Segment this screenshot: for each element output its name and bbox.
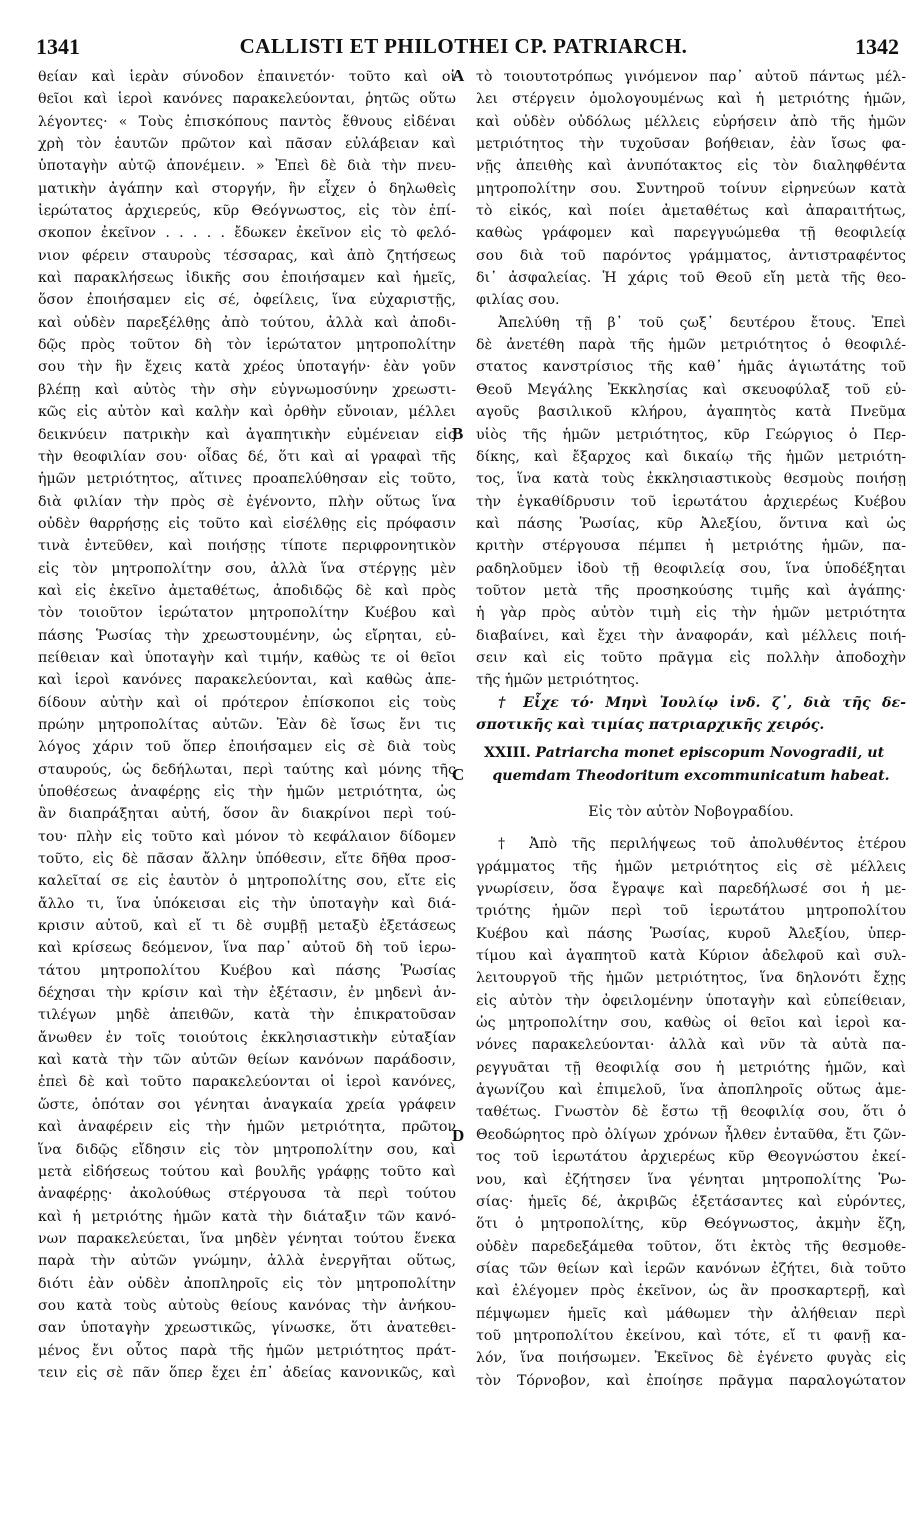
- section-title-line1: Patriarcha monet episcopum Novogradii, ut: [535, 745, 885, 762]
- signature-note: [476, 692, 906, 737]
- text-line: καὶ οὐδὲν οὐδόλως μέλλεις εὑρήσειν ἀπὸ τῆς ἡμῶν: [476, 113, 906, 130]
- text-line: δῷς πρὸς τοῦτον δὴ τὸν ἱερώτατον μητροπολίτην: [38, 337, 456, 354]
- text-line: γράμματος τῆς ἡμῶν μετριότητος εἰς σὲ μέλλεις: [476, 858, 906, 875]
- text-line: ἀγωνίζου καὶ ἐπιμελοῦ, ἵνα ἀποπληροῖς οὕτως ἀμε-: [476, 1082, 906, 1099]
- text-line: καὶ πάσης Ῥωσίας, κῦρ Ἀλεξίου, ὅντινα καὶ ὡς: [476, 515, 906, 532]
- text-line: νόνες παρακελεύονται· ἀλλὰ καὶ νῦν τὰ αὐτὰ πα-: [476, 1037, 906, 1054]
- text-line: φιλίας σου.: [476, 292, 560, 309]
- text-line: κρισιν αὐτοῦ, καὶ εἴ τι δὲ συμβῇ μεταξὺ ἐξετάσεως: [38, 918, 456, 935]
- text-line: χρὴ τὸν ἑαυτῶν πρῶτον καὶ πᾶσαν εὐλάβειαν καὶ: [38, 136, 456, 153]
- text-line: ἄνωθεν ἐν τοῖς τοιούτοις ἐκκλησιαστικὴν εὐταξίαν: [38, 1029, 456, 1046]
- text-line: τος, ἵνα κατὰ τοὺς ἐκκλησιαστικοὺς θεσμοὺς ποιήσῃ: [476, 471, 906, 488]
- page-number-left: 1341: [36, 34, 80, 59]
- text-line: σαν ὑποταγὴν χρεωστικῶς, γίνωσκε, ὅτι ἀνατεθει-: [38, 1320, 456, 1337]
- text-line: καὶ παρακλήσεως ἰδικῆς σου ἐποιήσαμεν καὶ ἡμεῖς,: [38, 270, 456, 287]
- text-line: καὶ κατὰ τὴν τῶν αὐτῶν θείων κανόνων παράδοσιν,: [38, 1052, 456, 1069]
- text-line: οὐδὲν παρεδεξάμεθα τοῦτον, ὅτι ἐκτὸς τῆς θεσμοθε-: [476, 1238, 906, 1255]
- page-number-right: 1342: [855, 34, 899, 59]
- text-line: τῆς ἡμῶν μετριότητος.: [476, 672, 640, 689]
- text-line: τὸ εἰκός, καὶ ποίει ἀμεταθέτως καὶ ἀπαραιτήτως,: [476, 203, 906, 220]
- text-line: πείθειαν καὶ ὑποταγὴν καὶ τιμήν, καθὼς τε οἱ θεῖοι: [38, 649, 456, 666]
- text-line: ἂν διαπράξηται αὐτή, ὅσον ἂν διακρίνοι περὶ τού-: [38, 806, 456, 823]
- text-line: εἰς αὐτὸν τὴν ὀφειλομένην ὑποταγὴν καὶ εὐπείθειαν,: [476, 992, 906, 1009]
- text-line: μετριότητος τὴν τυχοῦσαν βοήθειαν, ἐὰν ἴσως φα-: [476, 136, 906, 153]
- text-line: πάσης Ῥωσίας τὴν χρεωστουμένην, ὡς εἴρηται, εὐ-: [38, 627, 456, 644]
- section-number: XXIII.: [484, 745, 531, 762]
- text-line: δέχησαι τὴν κρίσιν καὶ τὴν ἐξέτασιν, ἐν μηδενὶ ἀν-: [38, 985, 456, 1002]
- text-line: ὑποταγὴν αὐτῷ ἀπονέμειν. » Ἐπεὶ δὲ διὰ τὴν πνευ-: [38, 158, 456, 175]
- text-line: σου διὰ τοῦ παρόντος γράμματος, ἀντιστραφέντος: [476, 247, 906, 264]
- text-line: καὶ ἀναφέρειν εἰς τὴν ἡμῶν μετριότητα, πρῶτον: [38, 1119, 456, 1136]
- text-line: νου, καὶ ἐζήτησεν ἵνα γένηται μητροπολίτης Ῥω-: [476, 1171, 906, 1188]
- text-line: λειτουργοῦ τῆς ἡμῶν μετριότητος, ἵνα δηλονότι ἔχῃς: [476, 970, 906, 987]
- text-line: τοῦτον μετὰ τῆς προσηκούσης τιμῆς καὶ ἀγάπης·: [476, 582, 906, 599]
- text-line: ματικὴν ἀγάπην καὶ στοργήν, ἣν εἶχεν ὁ δηλωθεὶς: [38, 180, 456, 197]
- text-line: καὶ ἐλέγομεν πρὸς ἐκεῖνον, ὡς ἂν προσκαρτερῇ, καὶ: [476, 1283, 906, 1300]
- section-title-line2: quemdam Theodoritum excommunicatum habeat.: [492, 767, 890, 784]
- text-line: ἵνα διδῷς εἴδησιν εἰς τὸν μητροπολίτην σου, καὶ: [38, 1141, 456, 1158]
- text-line: νων παρακελεύεται, ἵνα μηδὲν γένηται τούτου ἕνεκα: [38, 1230, 456, 1247]
- text-line: τάτου μητροπολίτου Κυέβου καὶ πάσης Ῥωσίας: [38, 962, 456, 979]
- text-line: ὡς μητροπολίτην σου, καθὼς οἱ θεῖοι καὶ ἱεροὶ κα-: [476, 1015, 906, 1032]
- text-line: τιλέγων μηδὲ ἀπειθῶν, κατὰ τὴν ἐπικρατοῦσαν: [38, 1007, 456, 1024]
- right-column: [476, 66, 906, 1392]
- running-header: [28, 30, 899, 62]
- text-line: τὸν τοιοῦτον ἱερώτατον μητροπολίτην Κυέβου καὶ: [38, 605, 456, 622]
- margin-letter-c: C: [452, 765, 465, 784]
- margin-letter-b: B: [452, 424, 464, 443]
- greek-heading: Εἰς τὸν αὐτὸν Νοβογραδίου.: [588, 804, 794, 820]
- text-line: δι᾽ ἀσφαλείας. Ἡ χάρις τοῦ Θεοῦ εἴη μετὰ τῆς θεο-: [476, 270, 906, 287]
- text-line: τριότης ἡμῶν περὶ τοῦ ἱερωτάτου μητροπολίτου: [476, 903, 906, 920]
- text-line: τινὰ ἐντεῦθεν, καὶ ποιήσῃς τίποτε περιφρονητικὸν: [38, 538, 456, 555]
- text-line: σειν καὶ εἰς τοῦτο πρᾶγμα εἰς πολλὴν ἀποδοχὴν: [476, 649, 906, 666]
- running-title: CALLISTI ET PHILOTHEI CP. PATRIARCH.: [239, 34, 688, 58]
- text-line: σποτικῆς καὶ τιμίας πατριαρχικῆς χειρός.: [476, 716, 825, 733]
- text-line: σίας· ἡμεῖς δέ, ἀκριβῶς ἐξετάσαντες καὶ εὑρόντες,: [476, 1193, 906, 1210]
- text-line: ὑποθέσεως ἀναφέρῃς εἰς τὴν ἡμῶν μετριότητα, ὡς: [38, 784, 456, 800]
- text-line: Ἀπελύθη τῇ β᾽ τοῦ ςωξ᾽ δευτέρου ἔτους. Ἐπεὶ: [498, 314, 906, 331]
- text-line: Κυέβου καὶ πάσης Ῥωσίας, κυροῦ Ἀλεξίου, ὑπερ-: [476, 925, 906, 942]
- text-line: στατος κανστρίσιος τῆς καθ᾽ ἡμᾶς ἁγιωτάτης τοῦ: [476, 359, 906, 376]
- text-line: ἀναφέρῃς· ἀκολούθως στέργουσα τὰ περὶ τούτου: [38, 1186, 456, 1203]
- text-line: διαβαίνει, καὶ ἔχει τὴν ἀναφοράν, καὶ μέλλεις ποιή-: [476, 627, 906, 644]
- text-line: τος τοῦ ἱερωτάτου ἀρχιερέως κῦρ Θεογνώστου ἐκεί-: [476, 1149, 906, 1166]
- paragraph-letter-body: [476, 833, 906, 1392]
- text-line: ὅσον ἐποιήσαμεν εἰς σέ, ὀφείλεις, ἵνα εὐχαριστῇς,: [38, 292, 456, 309]
- text-line: σταυρούς, ὡς δεδήλωται, περὶ ταύτης καὶ μόνης τῆς: [38, 761, 456, 778]
- text-line: ἄλλο τι, ἵνα ὑπόκεισαι εἰς τὴν ὑποταγὴν καὶ διά-: [38, 895, 456, 912]
- text-line: δίκης, καὶ ἔξαρχος καὶ δικαίῳ τῆς ἡμῶν μετριότη-: [476, 448, 906, 465]
- text-line: τειν εἰς σὲ πᾶν ὅπερ ἔχει ἐπ᾽ ἀδείας κανονικῶς, καὶ: [38, 1364, 456, 1381]
- paragraph-continuation: [476, 66, 906, 312]
- text-line: ταθέτως. Γνωστὸν δὲ ἔστω τῇ θεοφιλίᾳ σου, ὅτι ὁ: [476, 1104, 906, 1121]
- text-line: τὴν θεοφιλίαν σου· οἶδας δέ, ὅτι καὶ αἱ γραφαὶ τῆς: [38, 448, 456, 465]
- text-line: σου κατὰ τοὺς αὐτοὺς θείους κανόνας τὴν ἀνήκου-: [38, 1297, 456, 1314]
- text-line: θεῖοι καὶ ἱεροὶ κανόνες παρακελεύονται, ῥητῶς οὕτω: [38, 91, 456, 108]
- text-line: ὅτι ὁ μητροπολίτης, κῦρ Θεόγνωστος, ἀκμὴν ἔζη,: [476, 1216, 906, 1233]
- text-line: κῶς εἰς αὐτὸν καὶ καλὴν καὶ ὀρθὴν εὔνοιαν, μέλλει: [38, 404, 456, 421]
- text-line: καὶ εἰς ἐκεῖνο ἀμεταθέτως, ἀποδιδῷς δὲ καὶ πρὸς: [38, 582, 456, 599]
- text-line: πέμψωμεν ἡμεῖς καὶ μάθωμεν τὴν ἀλήθειαν περὶ: [476, 1305, 906, 1322]
- text-line: υἱὸς τῆς ἡμῶν μετριότητος, κῦρ Γεώργιος ὁ Περ-: [476, 426, 906, 443]
- text-line: οὐδὲν θαρρήσῃς εἰς τοῦτο καὶ εἰσέλθῃς εἰς πρόφασιν: [38, 515, 456, 532]
- text-line: σίας τῶν θείων καὶ ἱερῶν κανόνων ἐζήτει, διὰ τοῦτο: [476, 1260, 906, 1277]
- text-line: διὰ φιλίαν τὴν πρὸς σὲ ἐγένοντο, πλὴν οὕτως ἵνα: [38, 493, 456, 510]
- text-line: μητροπολίτην σου. Συντηροῦ τοίνυν εἰρηνεύων κατὰ: [476, 180, 906, 197]
- text-line: † Εἶχε τό· Μηνὶ Ἰουλίῳ ἰνδ. ζ᾽, διὰ τῆς δε-: [498, 694, 906, 711]
- text-line: δὲ ἀνετέθη παρὰ τῆς ἡμῶν μετριότητος ὁ θεοφιλέ-: [476, 337, 906, 354]
- text-line: γνωρίσειν, ὅσα ἔγραψε καὶ παρεδήλωσέ σοι ἡ με-: [476, 881, 906, 898]
- text-line: λόν, ἵνα ποιήσωμεν. Ἐκεῖνος δὲ ἐγένετο φυγὰς εἰς: [476, 1350, 906, 1367]
- text-line: Θεοδώρητος πρὸ ὀλίγων χρόνων ἦλθεν ἐνταῦθα, ἔτι ζῶν-: [476, 1126, 906, 1143]
- text-line: μένος ἔνι οὗτος παρὰ τῆς ἡμῶν μετριότητος πράτ-: [38, 1342, 456, 1359]
- text-line: ἱερώτατος ἀρχιερεύς, κῦρ Θεόγνωστος, εἰς τὸν ἐπί-: [38, 203, 456, 220]
- text-line: † Ἀπὸ τῆς περιλήψεως τοῦ ἀπολυθέντος ἑτέρου: [498, 836, 906, 853]
- text-line: Θεοῦ Μεγάλης Ἐκκλησίας καὶ σκευοφύλαξ τοῦ εὐ-: [476, 381, 906, 398]
- text-line: καὶ οὐδὲν παρεξέλθῃς ἀπὸ τούτου, ἀλλὰ καὶ ἀποδι-: [38, 314, 456, 331]
- text-line: ραδηλοῦμεν ἰδοὺ τῇ θεοφιλείᾳ σου, ἵνα ὑποδέξηται: [476, 560, 906, 577]
- text-line: τοῦ μητροπολίτου ἐκείνου, καὶ τότε, εἴ τι φανῇ κα-: [476, 1327, 906, 1344]
- margin-letter-d: D: [452, 1126, 465, 1145]
- text-line: τίμου καὶ ἀγαπητοῦ κατὰ Κύριον ἀδελφοῦ καὶ συλ-: [476, 948, 906, 965]
- margin-letter-a: A: [452, 66, 465, 85]
- text-line: αγοῦς βασιλικοῦ κλήρου, ἀγαπητὸς κατὰ Πνεῦμα: [476, 404, 906, 421]
- text-line: νιον φέρειν σταυροὺς τέσσαρας, καὶ ἀπὸ ζητήσεως: [38, 247, 456, 264]
- text-line: τοῦτο, εἰς δὲ πᾶσαν ἄλλην ὑπόθεσιν, εἴτε δῆθα προσ-: [38, 851, 456, 868]
- text-line: πρώην μητροπολίτας αὐτῶν. Ἐὰν δὲ ἴσως ἔνι τις: [38, 716, 456, 733]
- text-line: μετὰ εἰδήσεως τούτου καὶ βουλῆς γράφῃς τοῦτο καὶ: [38, 1163, 456, 1180]
- text-line: καὶ ἱεροὶ κανόνες παρακελεύονται, καὶ καθὼς ἀπε-: [38, 672, 456, 689]
- text-line: δεικνύειν πατρικὴν καὶ ἀγαπητικὴν εὐμένειαν εἰς: [38, 426, 456, 443]
- left-column: [38, 66, 456, 1384]
- text-line: ἡ γὰρ πρὸς αὐτὸν τιμὴ εἰς τὴν ἡμῶν μετριότητα: [476, 605, 906, 622]
- text-line: τὸν Τόρνοβον, καὶ ἐποίησε πρᾶγμα παραλογώτατον: [476, 1372, 906, 1389]
- text-line: καὶ κρίσεως δεόμενον, ἵνα παρ᾽ αὐτοῦ δὴ τοῦ ἱερω-: [38, 940, 456, 957]
- text-line: κριτὴν στέργουσα πέμπει ἡ μετριότης ἡμῶν, πα-: [476, 538, 906, 555]
- text-line: ἐπεὶ δὲ καὶ τοῦτο παρακελεύονται οἱ ἱεροὶ κανόνες,: [38, 1074, 456, 1091]
- text-line: λόγος χάριν τοῦ ὅπερ ἐποιήσαμεν εἰς σὲ διὰ τοὺς: [38, 739, 456, 756]
- text-line: του· πλὴν εἰς τοῦτο καὶ μόνον τὸ κεφάλαιον δίδομεν: [38, 828, 456, 845]
- text-line: ὥστε, ὁπόταν σοι γένηται ἀναγκαία χρεία γράφειν: [38, 1096, 456, 1113]
- text-line: τὸ τοιουτοτρόπως γινόμενον παρ᾽ αὐτοῦ πάντως μέλ-: [476, 69, 906, 85]
- text-line: σου τὴν ἣν ἔχεις κατὰ χρέος ὑποταγήν· ἐὰν γοῦν: [38, 359, 456, 376]
- text-line: καθὼς γράφομεν καὶ παρεγγυώμεθα τῇ θεοφιλείᾳ: [476, 225, 906, 242]
- text-line: λει στέργειν ὁμολογουμένως καὶ ἡ μετριότης ἡμῶν,: [476, 91, 906, 108]
- text-line: νῇς ἀπειθὴς καὶ ἀνυπότακτος εἰς τὸν διαληφθέντα: [476, 158, 906, 175]
- text-line: καλεῖταί σε εἰς ἑαυτὸν ὁ μητροπολίτης σου, εἴτε εἰς: [38, 873, 456, 890]
- text-line: ρεγγυᾶται τῇ θεοφιλίᾳ σου ἡ μετριότης ἡμῶν, καὶ: [476, 1059, 906, 1076]
- text-line: παρὰ τὴν αὐτῶν γνώμην, ἀλλὰ ἐνεργῆται οὕτως,: [38, 1253, 456, 1270]
- text-line: δίδουν αὐτὴν καὶ οἱ πρότερον ἐπίσκοποι εἰς τοὺς: [38, 694, 456, 711]
- text-line: ἡμῶν μετριότητος, αἵτινες προαπελύθησαν εἰς τοῦτο,: [38, 471, 456, 488]
- paragraph-dating: [476, 312, 906, 692]
- text-line: λέγοντες· « Τοὺς ἐπισκόπους παντὸς ἔθνους εἰδέναι: [38, 113, 456, 130]
- text-line: βλέπῃ καὶ αὐτὸς τὴν σὴν εὐγνωμοσύνην χρεωστι-: [38, 381, 456, 398]
- text-line: σκοπον ἐκεῖνον . . . . . ἔδωκεν ἐκεῖνον εἰς τὸ φελό-: [38, 225, 456, 242]
- text-line: εἰς τὸν μητροπολίτην σου, ἀλλὰ ἵνα στέργῃς μὲν: [38, 560, 456, 577]
- text-line: θείαν καὶ ἱερὰν σύνοδον ἐπαινετόν· τοῦτο καὶ οἱ: [38, 69, 456, 85]
- text-line: διότι ἐὰν οὐδὲν ἀποπληροῖς εἰς τὸν μητροπολίτην: [38, 1275, 456, 1292]
- section-heading: [476, 742, 906, 823]
- text-line: καὶ ἡ μετριότης ἡμῶν κατὰ τὴν διάταξιν τῶν κανό-: [38, 1208, 456, 1225]
- text-line: τὴν ἐγκαθίδρυσιν τοῦ ἱερωτάτου ἀρχιερέως Κυέβου: [476, 493, 906, 510]
